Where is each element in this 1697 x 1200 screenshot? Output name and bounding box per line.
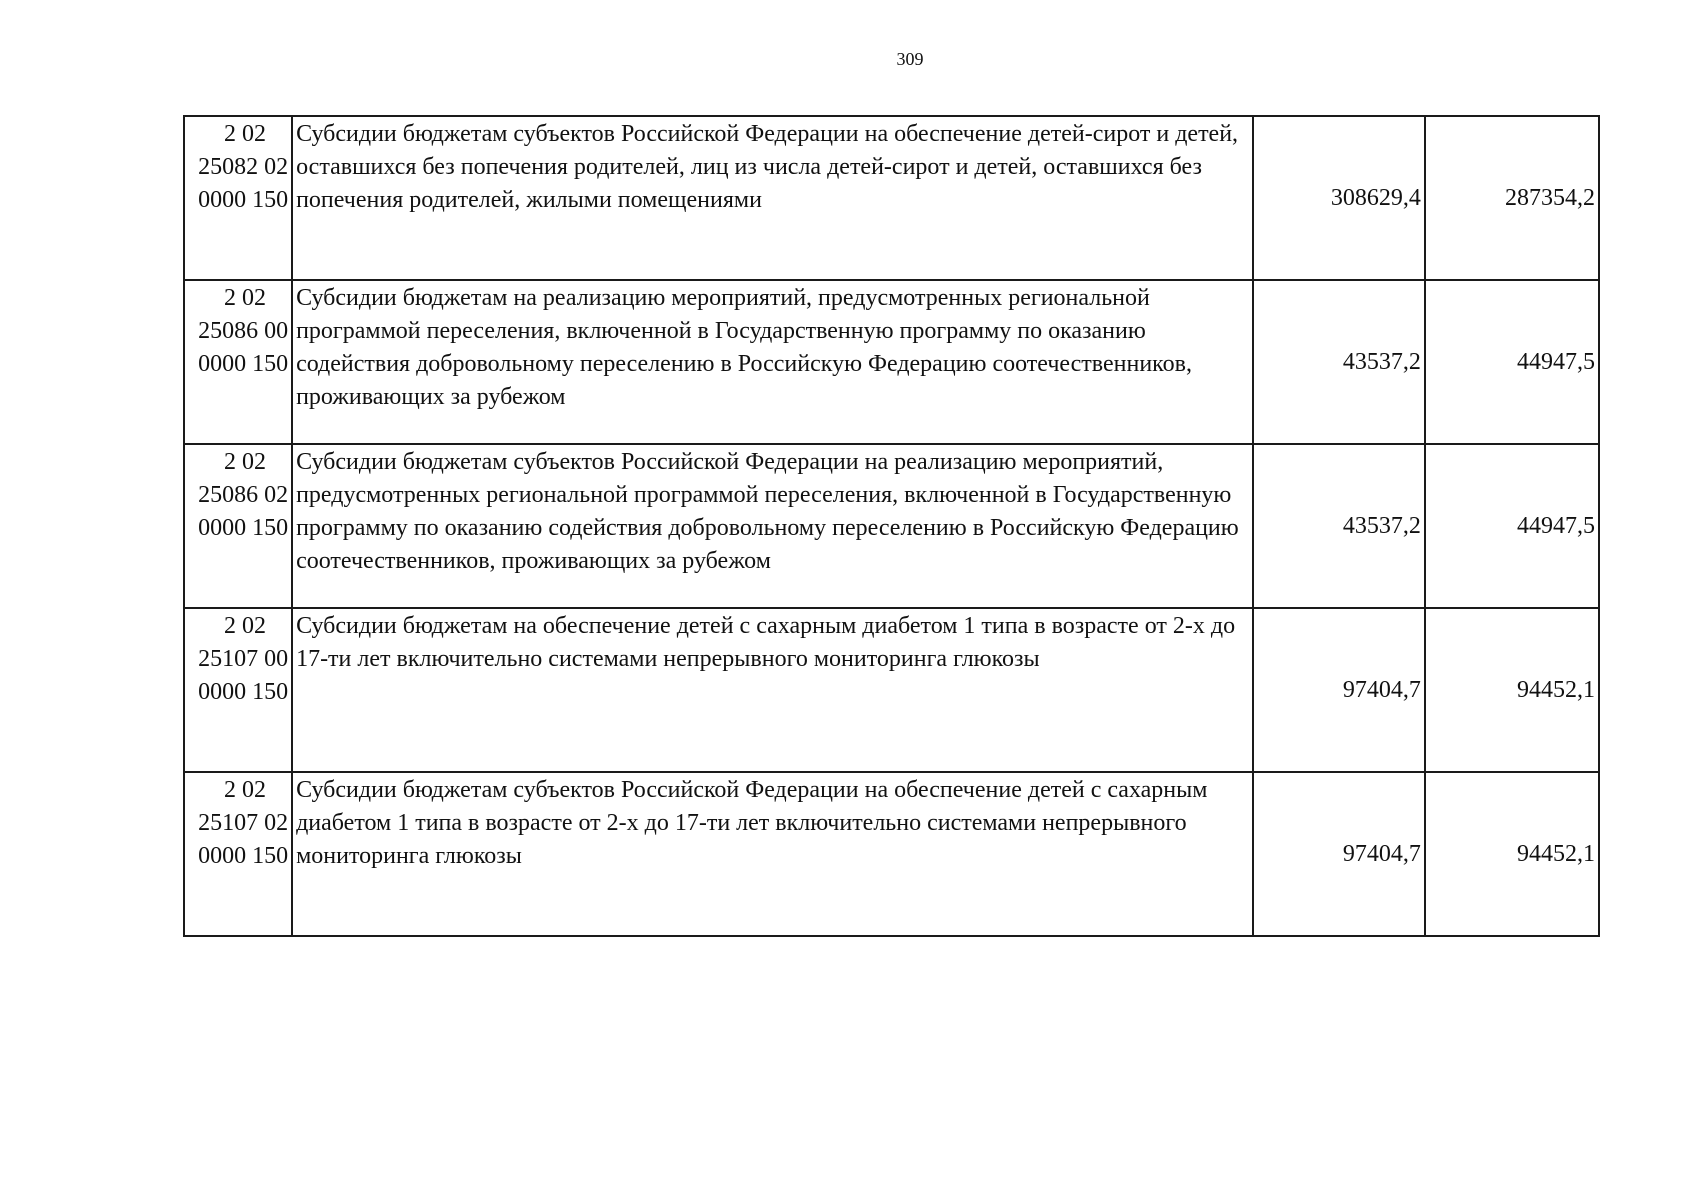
page-number: 309 bbox=[896, 49, 924, 69]
budget-item-name: Субсидии бюджетам субъектов Российской Федерации на реализацию мероприятий, предусмотренных региональной программой переселения, включенной в Государственную программу по оказанию содействия добровольному переселению в Российскую Федерацию соотечественников, проживающих за рубежом bbox=[292, 444, 1253, 608]
table-row bbox=[184, 280, 1599, 444]
budget-code: 2 02 25107 00 0000 150 bbox=[184, 608, 292, 772]
table-row bbox=[184, 772, 1599, 936]
budget-value-1: 43537,2 bbox=[1253, 444, 1425, 608]
table-row bbox=[184, 116, 1599, 280]
budget-item-name: Субсидии бюджетам субъектов Российской Федерации на обеспечение детей с сахарным диабетом 1 типа в возрасте от 2-х до 17-ти лет включительно системами непрерывного мониторинга глюкозы bbox=[292, 772, 1253, 936]
budget-item-name: Субсидии бюджетам на реализацию мероприятий, предусмотренных региональной программой переселения, включенной в Государственную программу по оказанию содействия добровольному переселению в Российскую Федерацию соотечественников, проживающих за рубежом bbox=[292, 280, 1253, 444]
table-row bbox=[184, 608, 1599, 772]
budget-value-1: 43537,2 bbox=[1253, 280, 1425, 444]
table-row bbox=[184, 444, 1599, 608]
budget-value-1: 308629,4 bbox=[1253, 116, 1425, 280]
budget-value-2: 94452,1 bbox=[1425, 608, 1599, 772]
budget-code: 2 02 25082 02 0000 150 bbox=[184, 116, 292, 280]
budget-value-2: 44947,5 bbox=[1425, 280, 1599, 444]
budget-table bbox=[183, 115, 1600, 937]
budget-code: 2 02 25086 02 0000 150 bbox=[184, 444, 292, 608]
budget-code: 2 02 25107 02 0000 150 bbox=[184, 772, 292, 936]
budget-value-2: 94452,1 bbox=[1425, 772, 1599, 936]
budget-item-name: Субсидии бюджетам на обеспечение детей с сахарным диабетом 1 типа в возрасте от 2-х до 17-ти лет включительно системами непрерывного мониторинга глюкозы bbox=[292, 608, 1253, 772]
budget-value-2: 44947,5 bbox=[1425, 444, 1599, 608]
budget-value-2: 287354,2 bbox=[1425, 116, 1599, 280]
budget-value-1: 97404,7 bbox=[1253, 608, 1425, 772]
budget-value-1: 97404,7 bbox=[1253, 772, 1425, 936]
budget-item-name: Субсидии бюджетам субъектов Российской Федерации на обеспечение детей-сирот и детей, оставшихся без попечения родителей, лиц из числа детей-сирот и детей, оставшихся без попечения родителей, жилыми помещениями bbox=[292, 116, 1253, 280]
budget-code: 2 02 25086 00 0000 150 bbox=[184, 280, 292, 444]
